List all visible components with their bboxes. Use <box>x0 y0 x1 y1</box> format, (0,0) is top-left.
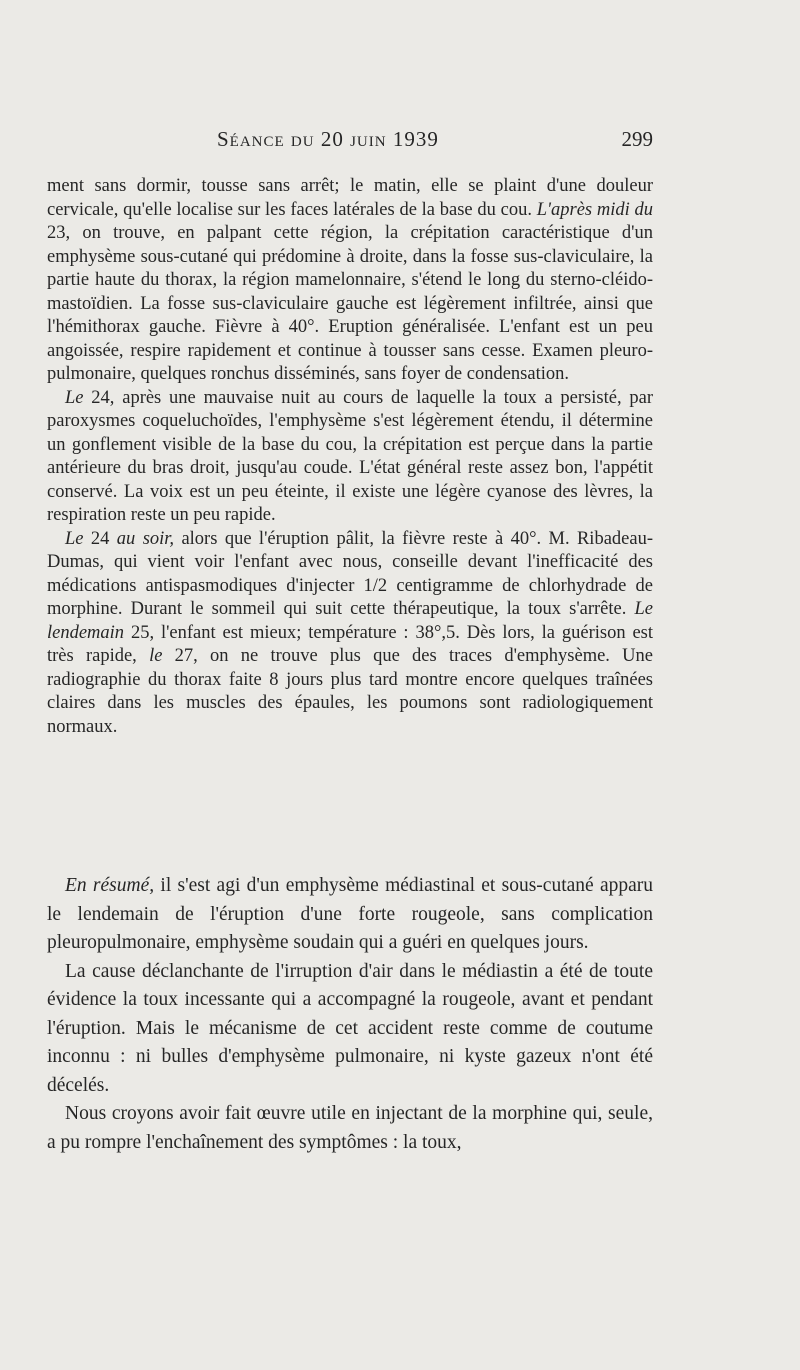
italic-run: au soir, <box>116 528 175 549</box>
text-run: alors que l'éruption pâlit, la fièvre reste à 40°. M. Ribadeau-Dumas, qui vient voir l'enfant avec nous, conseille devant l'inefficacité des médications antispasmodiques d'injecter 1/2 centigramme de chlorhydrade de morphine. Durant le sommeil qui suit cette thérapeutique, la toux s'arrête. <box>47 528 653 619</box>
italic-run: Le lendemain <box>47 599 653 643</box>
italic-run: Le <box>65 528 84 549</box>
italic-run: En résumé, <box>65 875 155 896</box>
paragraph-day-24 <box>47 387 653 528</box>
italic-run: L'après midi du <box>536 199 653 220</box>
text-run: 24 <box>83 528 117 549</box>
text-run: Nous croyons avoir fait œuvre utile en injectant de la morphine qui, seule, a pu rompre l'enchaînement des symptômes : la toux, <box>47 1103 653 1153</box>
text-run: 24, après une mauvaise nuit au cours de laquelle la toux a persisté, par paroxysmes coqueluchoïdes, l'emphysème s'est légèrement étendu, il détermine un gonflement visible de la base du cou, la crépitation est perçue dans la partie antérieure du bras droit, jusqu'au coude. L'état général reste assez bon, l'appétit conservé. La voix est un peu éteinte, il existe une légère cyanose des lèvres, la respiration reste un peu rapide. <box>47 387 653 525</box>
text-run: 27, on ne trouve plus que des traces d'emphysème. Une radiographie du thorax faite 8 jours plus tard montre encore quelques traînées claires dans les muscles des épaules, les poumons sont radiologiquement normaux. <box>47 646 653 737</box>
page-number: 299 <box>621 127 653 151</box>
text-run: 23, on trouve, en palpant cette région, la crépitation caractéristique d'un emphysème sous-cutané qui prédomine à droite, dans la fosse sus-claviculaire, la partie haute du thorax, la région mamelonnaire, s'étend le long du sterno-cléido-mastoïdien. La fosse sus-claviculaire gauche est légèrement infiltrée, ainsi que l'hémithorax gauche. Fièvre à 40°. Eruption généralisée. L'enfant est un peu angoissée, respire rapidement et continue à tousser sans cesse. Examen pleuro-pulmonaire, quelques ronchus disséminés, sans foyer de condensation. <box>47 223 653 384</box>
italic-run: le <box>149 646 163 666</box>
summary-paragraph <box>47 872 653 958</box>
text-run: 25, l'enfant est mieux; température : 38°,5. Dès lors, la guérison est très rapide, <box>47 622 653 666</box>
text-run: La cause déclanchante de l'irruption d'air dans le médiastin a été de toute évidence la toux incessante qui a accompagné la rougeole, avant et pendant l'éruption. Mais le mécanisme de cet accident reste comme de coutume inconnu : ni bulles d'emphysème pulmonaire, ni kyste gazeux n'ont été décelés. <box>47 960 653 1096</box>
case-report-text <box>47 175 653 739</box>
cause-paragraph <box>47 958 653 1101</box>
running-title: Séance du 20 juin 1939 <box>217 127 439 151</box>
text-run: ment sans dormir, tousse sans arrêt; le matin, elle se plaint d'une douleur cervicale, qu'elle localise sur les faces latérales de la base du cou. <box>47 176 653 220</box>
paragraph-continuation <box>47 175 653 387</box>
conclusion-paragraph <box>47 1100 653 1157</box>
text-run: il s'est agi d'un emphysème médiastinal et sous-cutané apparu le lendemain de l'éruption d'une forte rougeole, sans complication pleuropulmonaire, emphysème soudain qui a guéri en quelques jours. <box>47 875 653 953</box>
paragraph-day-24-evening <box>47 528 653 740</box>
italic-run: Le <box>65 387 84 408</box>
summary-text <box>47 872 653 1157</box>
